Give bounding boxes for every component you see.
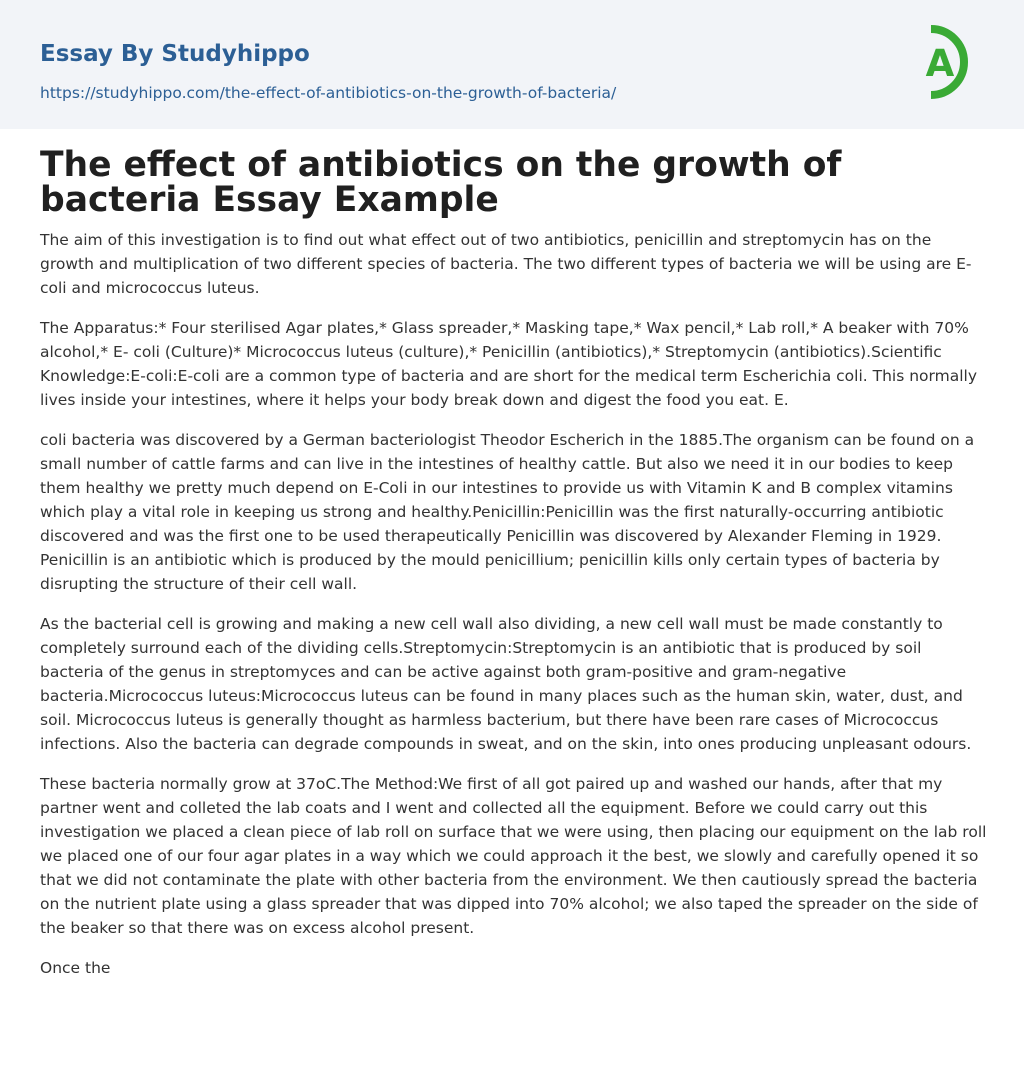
essay-paragraph: As the bacterial cell is growing and making a new cell wall also dividing, a new cell wall must be made constantly to completely surround each of the dividing cells.Streptomycin:Streptomycin is an antibiotic that is produced by soil bacteria of the genus in streptomyces and can be active against both gram-positive and gram-negative bacteria.Micrococcus luteus:Micrococcus luteus can be found in many places such as the human skin, water, dust, and soil. Micrococcus luteus is generally thought as harmless bacterium, but there have been rare cases of Micrococcus infections. Also the bacteria can degrade compounds in sweat, and on the skin, into ones producing unpleasant odours. [40, 615, 972, 753]
essay-paragraph: The aim of this investigation is to find out what effect out of two antibiotics, penicillin and streptomycin has on the growth and multiplication of two different species of bacteria. The two different types of bacteria we will be using are E-coli and micrococcus luteus. [40, 231, 972, 297]
essay-paragraph: These bacteria normally grow at 37oC.The Method:We first of all got paired up and washed our hands, after that my partner went and colleted the lab coats and I went and collected all the equipment. Before we could carry out this investigation we placed a clean piece of lab roll on surface that we were using, then placing our equipment on the lab roll we placed one of our four agar plates in a way which we could approach it the best, we slowly and carefully opened it so that we did not contaminate the plate with other bacteria from the environment. We then cautiously spread the bacteria on the nutrient plate using a glass spreader that was dipped into 70% alcohol; we also taped the spreader on the side of the beaker so that there was on excess alcohol present. [40, 775, 987, 937]
logo-letter: A [925, 42, 955, 85]
essay-paragraph: coli bacteria was discovered by a German bacteriologist Theodor Escherich in the 1885.The organism can be found on a small number of cattle farms and can live in the intestines of healthy cattle. But also we need it in our bodies to keep them healthy we pretty much depend on E-Coli in our intestines to provide us with Vitamin K and B complex vitamins which play a vital role in keeping us strong and healthy.Penicillin:Penicillin was the first naturally-occurring antibiotic discovered and was the first one to be used therapeutically Penicillin was discovered by Alexander Fleming in 1929. Penicillin is an antibiotic which is produced by the mould penicillium; penicillin kills only certain types of bacteria by disrupting the structure of their cell wall. [40, 431, 975, 593]
site-brand[interactable]: Essay By Studyhippo [40, 41, 310, 67]
site-header [0, 0, 1024, 129]
essay-paragraph: Once the [40, 959, 111, 977]
essay-title: The effect of antibiotics on the growth of bacteria Essay Example [40, 145, 842, 220]
essay-paragraph: The Apparatus:* Four sterilised Agar plates,* Glass spreader,* Masking tape,* Wax pencil,* Lab roll,* A beaker with 70% alcohol,* E- coli (Culture)* Micrococcus luteus (culture),* Penicillin (antibiotics),* Streptomycin (antibiotics).Scientific Knowledge:E-coli:E-coli are a common type of bacteria and are short for the medical term Escherichia coli. This normally lives inside your intestines, where it helps your body break down and digest the food you eat. E. [40, 319, 978, 409]
source-url-link[interactable]: https://studyhippo.com/the-effect-of-antibiotics-on-the-growth-of-bacteria/ [40, 84, 617, 102]
studyhippo-logo-icon[interactable] [910, 18, 988, 106]
essay-body [40, 228, 988, 996]
